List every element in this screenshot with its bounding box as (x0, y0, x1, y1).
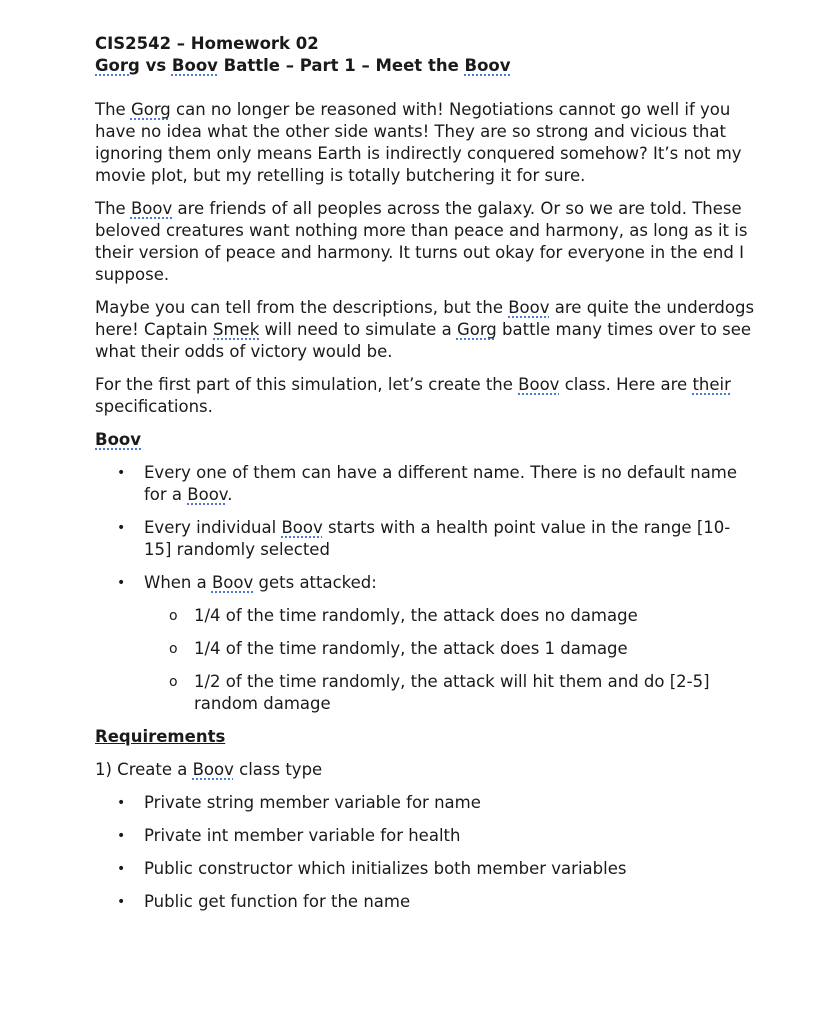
word-boov: Boov (130, 199, 173, 218)
list-item (95, 825, 755, 847)
text-run: Every individual (144, 518, 282, 537)
text-run: . (227, 485, 233, 504)
requirement-item-1 (95, 759, 755, 781)
word-boov: Boov (281, 518, 323, 537)
list-item (95, 572, 755, 715)
circle-bullet-icon: o (169, 674, 178, 690)
text-run: class. Here are (559, 375, 693, 394)
boov-section-heading (95, 429, 755, 451)
text-run: can no longer be reasoned with! Negotiations cannot go well if you have no idea what the other side wants! They are so strong and vicious that ignoring them only means Earth is indirectly conquered somehow? It’s not my movie plot, but my retelling is totally butchering it for sure. (95, 100, 742, 185)
bullet-icon: • (117, 861, 126, 877)
text-run: Public get function for the name (144, 892, 411, 911)
text-run: Public constructor which initializes both member variables (144, 859, 627, 878)
word-boov: Boov (192, 760, 234, 779)
text-run: 1/4 of the time randomly, the attack does 1 damage (194, 639, 628, 658)
subtitle-text: vs (139, 56, 172, 75)
text-run: 1/4 of the time randomly, the attack does no damage (194, 606, 638, 625)
text-run: The (95, 199, 131, 218)
text-run: The (95, 100, 131, 119)
text-run: 1) Create a (95, 760, 193, 779)
requirements-list (95, 792, 755, 913)
subtitle-boov: Boov (464, 56, 511, 75)
text-run: class type (233, 760, 323, 779)
text-run: Every one of them can have a different name. There is no default name for a (144, 463, 738, 504)
paragraph-boov-intro (95, 198, 755, 286)
word-boov: Boov (187, 485, 228, 504)
boov-spec-list (95, 462, 755, 715)
text-run: gets attacked: (253, 573, 377, 592)
circle-bullet-icon: o (169, 641, 178, 657)
subtitle-boov: Boov (171, 56, 218, 75)
word-smek: Smek (213, 320, 260, 339)
text-run: are quite the underdogs here! Captain (95, 298, 755, 339)
text-run: When a (144, 573, 212, 592)
text-run: battle many times over to see what their odds of victory would be. (95, 320, 752, 361)
word-gorg: Gorg (456, 320, 497, 339)
paragraph-specifications (95, 374, 755, 418)
sub-list-item (144, 638, 755, 660)
document-page (95, 33, 755, 924)
heading-text: Boov (95, 430, 142, 449)
attack-outcome-list (144, 605, 755, 715)
requirements-heading (95, 726, 755, 748)
text-run: will need to simulate a (259, 320, 457, 339)
list-item (95, 462, 755, 506)
word-gorg: Gorg (130, 100, 171, 119)
bullet-icon: • (117, 894, 126, 910)
heading-text: Requirements (95, 727, 226, 746)
list-item (95, 792, 755, 814)
paragraph-gorg-intro (95, 99, 755, 187)
homework-title (95, 33, 755, 55)
bullet-icon: • (117, 575, 126, 591)
text-run: Maybe you can tell from the descriptions, but the (95, 298, 509, 317)
word-boov: Boov (508, 298, 550, 317)
text-run: are friends of all peoples across the galaxy. Or so we are told. These beloved creatures want nothing more than peace and harmony, as long as it is their version of peace and harmony. It turns out okay for everyone in the end I suppose. (95, 199, 748, 284)
paragraph-underdogs (95, 297, 755, 363)
list-item (95, 891, 755, 913)
word-boov: Boov (518, 375, 560, 394)
sub-list-item (144, 605, 755, 627)
text-run: specifications. (95, 397, 213, 416)
bullet-icon: • (117, 465, 126, 481)
bullet-icon: • (117, 828, 126, 844)
circle-bullet-icon: o (169, 608, 178, 624)
sub-list-item (144, 671, 755, 715)
subtitle-gorg: Gorg (95, 56, 140, 75)
subtitle-text: Battle – Part 1 – Meet the (217, 56, 465, 75)
bullet-icon: • (117, 795, 126, 811)
text-run: Private string member variable for name (144, 793, 481, 812)
word-their: their (692, 375, 731, 394)
text-run: For the first part of this simulation, let’s create the (95, 375, 519, 394)
list-item (95, 517, 755, 561)
text-run: Private int member variable for health (144, 826, 461, 845)
homework-subtitle (95, 55, 755, 77)
text-run: starts with a health point value in the range [10-15] randomly selected (144, 518, 731, 559)
word-boov: Boov (211, 573, 254, 592)
course-title: CIS2542 – Homework 02 (95, 34, 319, 53)
list-item (95, 858, 755, 880)
text-run: 1/2 of the time randomly, the attack will hit them and do [2-5] random damage (194, 672, 710, 713)
bullet-icon: • (117, 520, 126, 536)
